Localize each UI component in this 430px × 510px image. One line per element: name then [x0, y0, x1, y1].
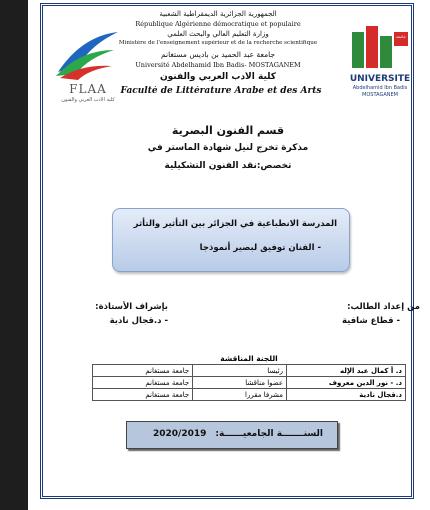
flaa-logo-text: FLAA — [69, 82, 107, 96]
table-row — [93, 365, 406, 377]
committee-heading-row — [93, 353, 406, 365]
thesis-title-line1: المدرسة الانطباعية في الجزائر بين التأثير والتأثر — [133, 219, 337, 229]
committee-member-name: د.قجال نادية — [287, 389, 406, 401]
table-row — [93, 377, 406, 389]
header-faculty-fr: Faculté de Littérature Arabe et des Arts — [120, 86, 322, 96]
committee-member-university: جامعة مستغانم — [93, 377, 193, 389]
academic-year-value: 2020/2019 — [153, 429, 207, 439]
department-title: قسم الفنون البصرية — [171, 124, 285, 137]
memo-subtitle: مذكرة تخرج لنيل شهادة الماستر في — [147, 143, 309, 153]
university-logo-badge: جامعة — [396, 34, 406, 39]
header-ministry-fr: Ministère de l'enseignement supérieur et de la recherche scientifique — [118, 40, 318, 46]
header-faculty-ar: كلية الأدب العربي والفنون — [159, 72, 277, 82]
committee-member-university: جامعة مستغانم — [93, 389, 193, 401]
supervisor-label: بإشراف الأستاذة: — [95, 302, 168, 312]
thesis-title-line2: - الفنان توفيق لبصير أنموذجا — [199, 243, 321, 253]
academic-year-box — [126, 421, 338, 449]
document-page — [28, 0, 430, 510]
committee-member-role: عضوا مناقشا — [193, 377, 287, 389]
table-row — [93, 389, 406, 401]
specialty-subtitle: تخصص:نقد الفنون التشكيلية — [164, 161, 292, 171]
committee-table — [92, 353, 406, 401]
university-logo-subtitle: Abdelhamid Ibn Badis — [352, 85, 408, 91]
header-ministry-ar: وزارة التعليم العالي والبحث العلمي — [167, 30, 269, 38]
header-republic-fr: République Algérienne démocratique et populaire — [135, 20, 301, 28]
university-logo-city: MOSTAGANEM — [362, 92, 398, 98]
student-name: - قطاع شافية — [341, 316, 400, 326]
supervisor-name: - د.قجال نادية — [109, 316, 168, 326]
flaa-logo-subtext: كلية الأدب العربي والفنون — [61, 97, 115, 103]
committee-member-name: د. أ كمال عبد الإله — [287, 365, 406, 377]
header-republic-ar: الجمهورية الجزائرية الديمقراطية الشعبية — [159, 10, 277, 18]
university-logo-title: UNIVERSITE — [349, 74, 411, 84]
university-emblem-icon — [346, 22, 414, 72]
committee-member-university: جامعة مستغانم — [93, 365, 193, 377]
committee-member-name: د. - نور الدين معروف — [287, 377, 406, 389]
header-university-ar: جامعة عبد الحميد بن باديس مستغانم — [160, 50, 276, 59]
left-edge-strip — [0, 0, 28, 510]
thesis-title-box — [112, 208, 350, 272]
student-label: من إعداد الطالب: — [347, 302, 420, 312]
committee-member-role: رئيسا — [193, 365, 287, 377]
committee-heading: اللجنة المناقشة — [220, 354, 278, 363]
header-university-fr: Université Abdelhamid Ibn Badis- MOSTAGANEM — [135, 61, 301, 69]
academic-year-label: السنـــــــة الجامعيــــــة: — [215, 429, 323, 439]
committee-member-role: مشرفا مقررا — [193, 389, 287, 401]
